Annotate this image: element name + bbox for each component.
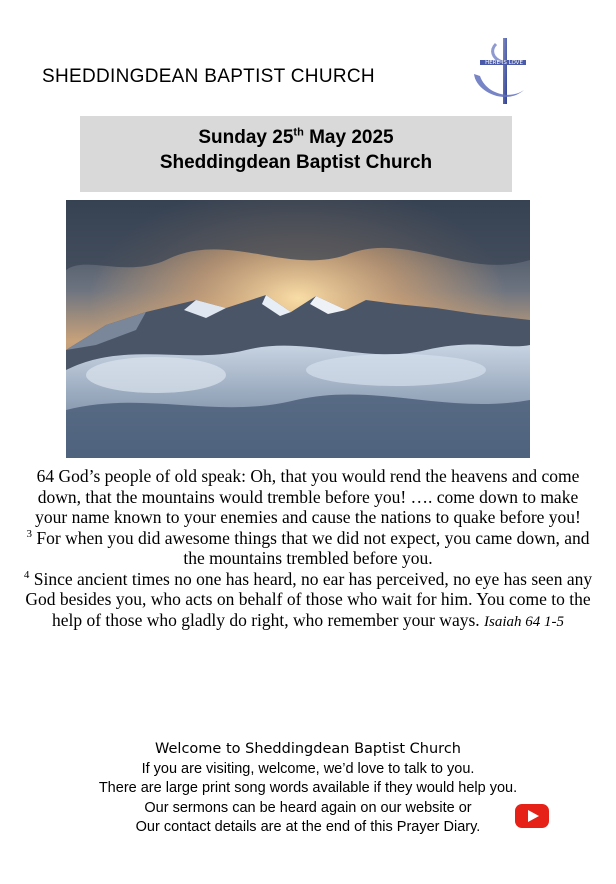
- youtube-icon[interactable]: [515, 804, 549, 828]
- verse-4-number: 4: [23, 568, 30, 581]
- welcome-section: [40, 740, 576, 838]
- verse-3-number: 3: [26, 527, 33, 540]
- verse-3-text: For when you did awesome things that we did not expect, you came down, and the mountains trembled before you.: [32, 527, 590, 568]
- welcome-line-large-print: There are large print song words available if they would help you.: [98, 780, 518, 796]
- date-day: Sunday 25: [198, 127, 294, 148]
- church-name-heading: SHEDDINGDEAN BAPTIST CHURCH: [42, 66, 375, 87]
- welcome-line-visiting: If you are visiting, welcome, we’d love to talk to you.: [141, 760, 475, 777]
- banner-subtitle: Sheddingdean Baptist Church: [159, 152, 433, 173]
- welcome-line-sermons: Our sermons can be heard again on our website or: [144, 799, 472, 816]
- date-suffix: th: [293, 126, 304, 139]
- service-date: [80, 126, 512, 150]
- welcome-heading: Welcome to Sheddingdean Baptist Church: [155, 741, 461, 757]
- scripture-reference: Isaiah 64 1-5: [484, 613, 565, 630]
- mountain-photo: [66, 200, 530, 458]
- logo-text: HERE IS LOVE: [485, 60, 523, 66]
- cross-logo-icon: [466, 34, 538, 108]
- verse-4: [20, 569, 596, 633]
- verse-4-text: Since ancient times no one has heard, no ear has perceived, no eye has seen any God besides you, who acts on behalf of those who wait for him. You come to the help of those who gladly do right, who remember your ways.: [25, 568, 593, 630]
- verse-3: [20, 528, 596, 569]
- date-banner: [80, 116, 512, 192]
- verse-part-1: 64 God’s people of old speak: Oh, that you would rend the heavens and come down, that the mountains would tremble before you! …. come down to make your name known to your enemies and cause the nations to quake before you!: [35, 466, 581, 527]
- welcome-line-contact: Our contact details are at the end of this Prayer Diary.: [135, 819, 481, 835]
- scripture-passage: [20, 466, 596, 632]
- date-rest: May 2025: [303, 127, 394, 148]
